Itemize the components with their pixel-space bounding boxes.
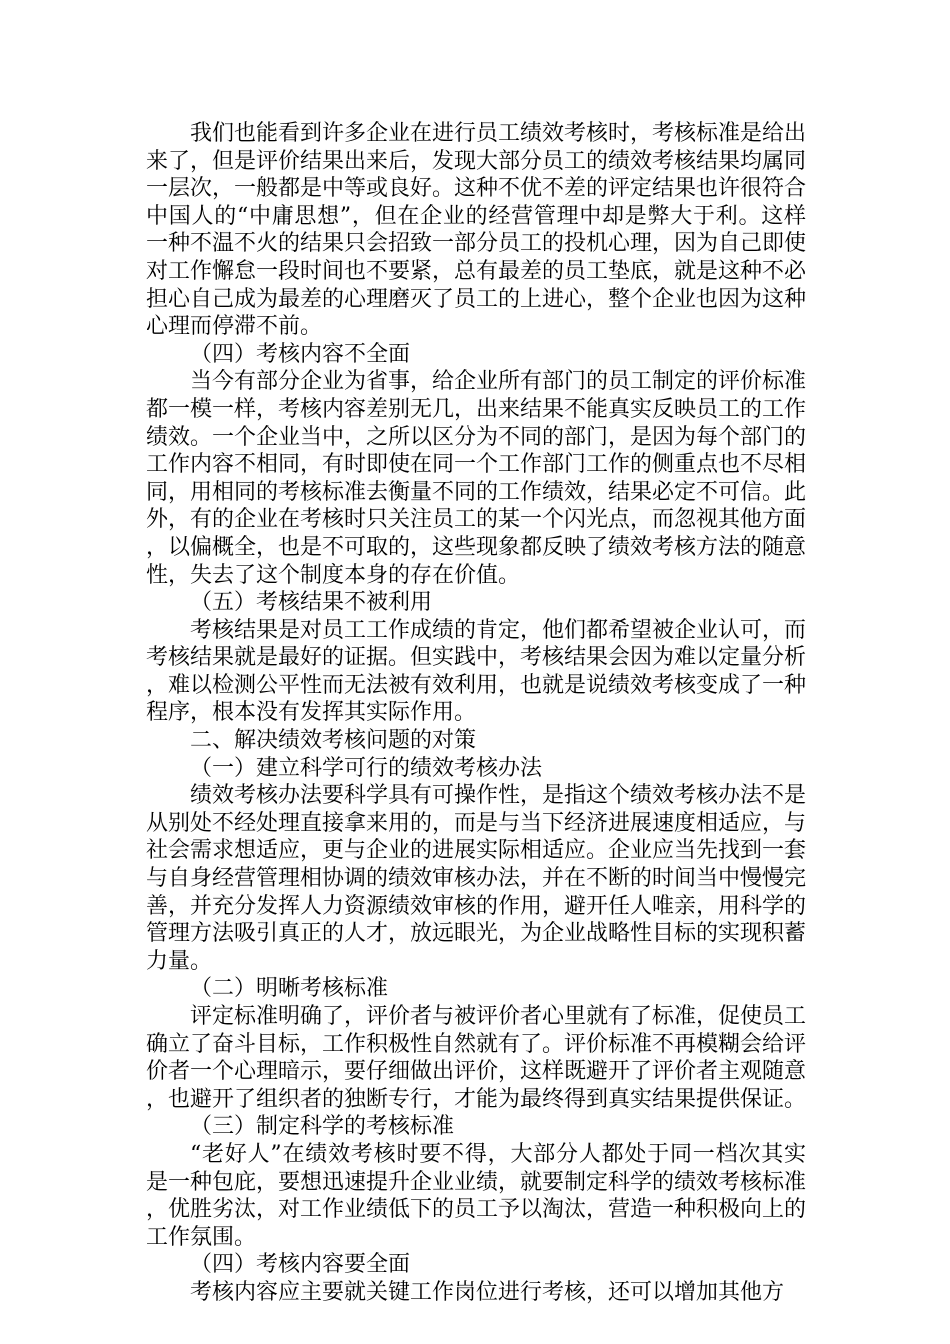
paragraph: 考核内容应主要就关键工作岗位进行考核，还可以增加其他方 — [190, 1279, 785, 1305]
section-heading: （四）考核内容要全面 — [190, 1252, 411, 1278]
section-heading: （二）明晰考核标准 — [190, 976, 389, 1002]
paragraph: 评定标准明确了，评价者与被评价者心里就有了标准，促使员工确立了奋斗目标，工作积极性自然就有了。评价标准不再模糊会给评价者一个心理暗示，要仔细做出评价，这样既避开了评价者主观随意，也避开了组织者的独断专行，才能为最终得到真实结果提供保证。 — [146, 1004, 807, 1112]
section-heading: （三）制定科学的考核标准 — [190, 1114, 455, 1140]
chapter-heading: 二、解决绩效考核问题的对策 — [190, 728, 477, 754]
paragraph: 当今有部分企业为省事，给企业所有部门的员工制定的评价标准都一模一样，考核内容差别无几，出来结果不能真实反映员工的工作绩效。一个企业当中，之所以区分为不同的部门，是因为每个部门的工作内容不相同，有时即使在同一个工作部门工作的侧重点也不尽相同，用相同的考核标准去衡量不同的工作绩效，结果必定不可信。此外，有的企业在考核时只关注员工的某一个闪光点，而忽视其他方面，以偏概全，也是不可取的，这些现象都反映了绩效考核方法的随意性，失去了这个制度本身的存在价值。 — [146, 369, 807, 588]
paragraph: “老好人”在绩效考核时要不得，大部分人都处于同一档次其实是一种包庇，要想迅速提升企业业绩，就要制定科学的绩效考核标准，优胜劣汰，对工作业绩低下的员工予以淘汰，营造一种积极向上的工作氛围。 — [146, 1141, 807, 1250]
section-heading: （五）考核结果不被利用 — [190, 590, 433, 616]
paragraph: 我们也能看到许多企业在进行员工绩效考核时，考核标准是给出来了，但是评价结果出来后，发现大部分员工的绩效考核结果均属同一层次，一般都是中等或良好。这种不优不差的评定结果也许很符合中国人的“中庸思想”，但在企业的经营管理中却是弊大于利。这样一种不温不火的结果只会招致一部分员工的投机心理，因为自己即使对工作懈怠一段时间也不要紧，总有最差的员工垫底，就是这种不必担心自己成为最差的心理磨灭了员工的上进心，整个企业也因为这种心理而停滞不前。 — [146, 121, 807, 340]
section-heading: （四）考核内容不全面 — [190, 341, 411, 367]
document-page — [146, 120, 806, 1307]
paragraph: 绩效考核办法要科学具有可操作性，是指这个绩效考核办法不是从别处不经处理直接拿来用的，而是与当下经济进展速度相适应，与社会需求想适应，更与企业的进展实际相适应。企业应当先找到一套与自身经营管理相协调的绩效审核办法，并在不断的时间当中慢慢完善，并充分发挥人力资源绩效审核的作用，避开任人唯亲，用科学的管理方法吸引真正的人才，放远眼光，为企业战略性目标的实现积蓄力量。 — [146, 783, 807, 974]
paragraph: 考核结果是对员工工作成绩的肯定，他们都希望被企业认可，而考核结果就是最好的证据。但实践中，考核结果会因为难以定量分析，难以检测公平性而无法被有效利用，也就是说绩效考核变成了一种程序，根本没有发挥其实际作用。 — [146, 617, 807, 726]
section-heading: （一）建立科学可行的绩效考核办法 — [190, 755, 543, 781]
